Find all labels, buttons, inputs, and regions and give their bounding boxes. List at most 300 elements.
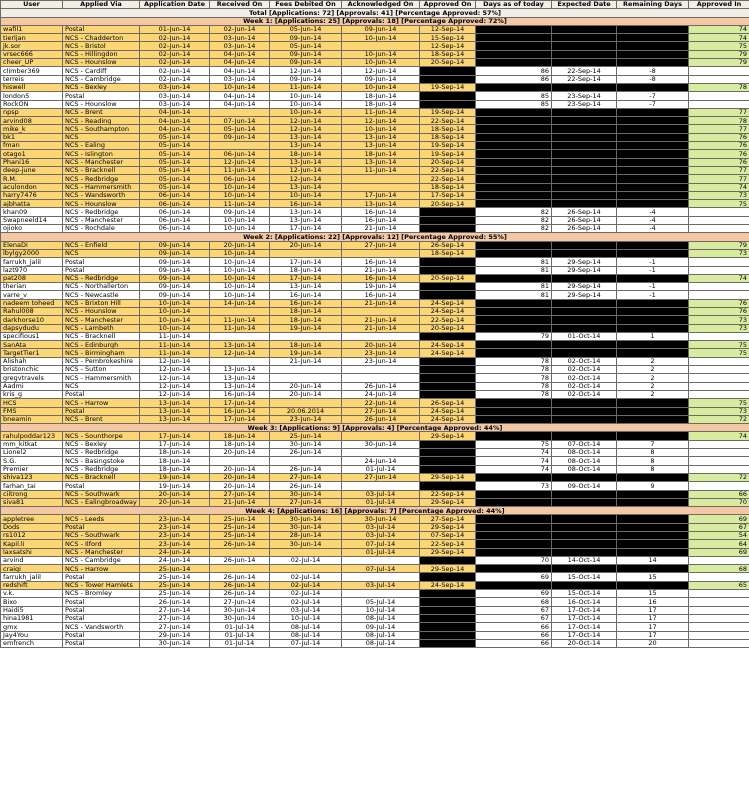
cell-application-date[interactable]: 06-Jun-14 <box>140 191 210 199</box>
cell-remaining-days[interactable]: 17 <box>617 631 689 639</box>
cell-applied-via[interactable]: Postal <box>63 258 140 266</box>
cell-expected-date[interactable] <box>552 548 617 556</box>
cell-acknowledged-on[interactable]: 11-Jun-14 <box>342 166 420 174</box>
cell-received-on[interactable]: 11-Jun-14 <box>210 200 270 208</box>
col-header-application-date[interactable]: Application Date <box>140 1 210 9</box>
cell-application-date[interactable]: 05-Jun-14 <box>140 158 210 166</box>
cell-acknowledged-on[interactable]: 10-Jun-14 <box>342 125 420 133</box>
cell-approved-in[interactable]: 64 <box>689 540 749 548</box>
cell-acknowledged-on[interactable]: 21-Jun-14 <box>342 299 420 307</box>
cell-remaining-days[interactable] <box>617 241 689 249</box>
cell-approved-in[interactable]: 54 <box>689 532 749 540</box>
col-header-days-as-of-today[interactable]: Days as of today <box>476 1 552 9</box>
cell-fees-debited-on[interactable]: 18-Jun-14 <box>270 307 342 315</box>
cell-applied-via[interactable]: Postal <box>63 407 140 415</box>
table-row[interactable] <box>1 390 749 398</box>
cell-user[interactable]: gmx <box>1 623 63 631</box>
cell-acknowledged-on[interactable] <box>342 482 420 490</box>
cell-acknowledged-on[interactable]: 21-Jun-14 <box>342 225 420 233</box>
cell-applied-via[interactable]: NCS - Hounslow <box>63 100 140 108</box>
cell-expected-date[interactable] <box>552 133 617 141</box>
cell-fees-debited-on[interactable]: 08-Jul-14 <box>270 623 342 631</box>
cell-user[interactable]: npsp <box>1 108 63 116</box>
cell-application-date[interactable]: 25-Jun-14 <box>140 590 210 598</box>
cell-expected-date[interactable] <box>552 399 617 407</box>
cell-approved-in[interactable] <box>689 366 749 374</box>
cell-approved-on[interactable] <box>420 614 476 622</box>
cell-approved-on[interactable] <box>420 100 476 108</box>
cell-fees-debited-on[interactable]: 10-Jun-14 <box>270 108 342 116</box>
cell-applied-via[interactable]: NCS - Hammersmith <box>63 183 140 191</box>
cell-remaining-days[interactable]: 15 <box>617 590 689 598</box>
cell-remaining-days[interactable]: 20 <box>617 639 689 647</box>
cell-user[interactable]: bneamin <box>1 415 63 423</box>
cell-received-on[interactable]: 02-Jun-14 <box>210 25 270 33</box>
cell-approved-in[interactable]: 73 <box>689 407 749 415</box>
cell-days-as-of-today[interactable] <box>476 249 552 257</box>
cell-received-on[interactable] <box>210 307 270 315</box>
cell-user[interactable]: therian <box>1 283 63 291</box>
cell-remaining-days[interactable] <box>617 191 689 199</box>
cell-application-date[interactable]: 05-Jun-14 <box>140 175 210 183</box>
table-row[interactable] <box>1 200 749 208</box>
cell-received-on[interactable]: 01-Jul-14 <box>210 631 270 639</box>
cell-expected-date[interactable]: 26-Sep-14 <box>552 216 617 224</box>
cell-applied-via[interactable]: NCS - Southampton <box>63 125 140 133</box>
cell-acknowledged-on[interactable]: 03-Jul-14 <box>342 532 420 540</box>
cell-approved-on[interactable]: 19-Sep-14 <box>420 83 476 91</box>
table-row[interactable] <box>1 532 749 540</box>
cell-expected-date[interactable]: 17-Oct-14 <box>552 606 617 614</box>
cell-application-date[interactable]: 10-Jun-14 <box>140 299 210 307</box>
cell-application-date[interactable]: 27-Jun-14 <box>140 606 210 614</box>
cell-application-date[interactable]: 12-Jun-14 <box>140 382 210 390</box>
cell-remaining-days[interactable]: 8 <box>617 457 689 465</box>
cell-approved-on[interactable]: 07-Sep-14 <box>420 532 476 540</box>
cell-received-on[interactable]: 26-Jun-14 <box>210 581 270 589</box>
cell-fees-debited-on[interactable]: 13-Jun-14 <box>270 142 342 150</box>
cell-applied-via[interactable]: NCS - Islington <box>63 150 140 158</box>
cell-approved-on[interactable] <box>420 556 476 564</box>
table-row[interactable] <box>1 249 749 257</box>
cell-days-as-of-today[interactable] <box>476 133 552 141</box>
cell-acknowledged-on[interactable]: 22-Jun-14 <box>342 399 420 407</box>
cell-fees-debited-on[interactable]: 10-Jul-14 <box>270 614 342 622</box>
cell-received-on[interactable]: 10-Jun-14 <box>210 249 270 257</box>
cell-expected-date[interactable] <box>552 34 617 42</box>
cell-fees-debited-on[interactable]: 10-Jun-14 <box>270 100 342 108</box>
cell-remaining-days[interactable]: -4 <box>617 225 689 233</box>
cell-days-as-of-today[interactable] <box>476 25 552 33</box>
cell-acknowledged-on[interactable] <box>342 374 420 382</box>
cell-user[interactable]: Rahul008 <box>1 307 63 315</box>
cell-application-date[interactable]: 05-Jun-14 <box>140 166 210 174</box>
cell-remaining-days[interactable] <box>617 415 689 423</box>
cell-application-date[interactable]: 02-Jun-14 <box>140 42 210 50</box>
cell-expected-date[interactable] <box>552 432 617 440</box>
cell-applied-via[interactable]: NCS - Hillingdon <box>63 50 140 58</box>
cell-fees-debited-on[interactable]: 19-Jun-14 <box>270 324 342 332</box>
week-summary[interactable]: Week 3: [Applications: 9] [Approvals: 4] [Percentage Approved: 44%] <box>1 424 749 432</box>
cell-application-date[interactable]: 27-Jun-14 <box>140 623 210 631</box>
cell-application-date[interactable]: 25-Jun-14 <box>140 565 210 573</box>
cell-application-date[interactable]: 25-Jun-14 <box>140 573 210 581</box>
cell-acknowledged-on[interactable] <box>342 366 420 374</box>
cell-approved-on[interactable]: 26-Sep-14 <box>420 241 476 249</box>
table-row[interactable] <box>1 59 749 67</box>
cell-approved-in[interactable]: 75 <box>689 341 749 349</box>
table-row[interactable] <box>1 216 749 224</box>
cell-received-on[interactable]: 26-Jun-14 <box>210 556 270 564</box>
cell-expected-date[interactable] <box>552 274 617 282</box>
table-row[interactable] <box>1 25 749 33</box>
cell-approved-on[interactable] <box>420 366 476 374</box>
cell-acknowledged-on[interactable]: 27-Jun-14 <box>342 407 420 415</box>
table-row[interactable] <box>1 606 749 614</box>
cell-approved-in[interactable] <box>689 482 749 490</box>
cell-application-date[interactable]: 04-Jun-14 <box>140 125 210 133</box>
cell-remaining-days[interactable] <box>617 324 689 332</box>
cell-applied-via[interactable]: NCS - Bromley <box>63 590 140 598</box>
cell-user[interactable]: emfrench <box>1 639 63 647</box>
cell-acknowledged-on[interactable] <box>342 573 420 581</box>
cell-remaining-days[interactable]: -7 <box>617 92 689 100</box>
cell-received-on[interactable]: 18-Jun-14 <box>210 440 270 448</box>
cell-fees-debited-on[interactable]: 10-Jun-14 <box>270 92 342 100</box>
cell-user[interactable]: SanAta <box>1 341 63 349</box>
cell-days-as-of-today[interactable]: 69 <box>476 573 552 581</box>
cell-approved-on[interactable] <box>420 482 476 490</box>
cell-fees-debited-on[interactable]: 18-Jun-14 <box>270 341 342 349</box>
cell-expected-date[interactable] <box>552 249 617 257</box>
cell-acknowledged-on[interactable]: 26-Jun-14 <box>342 382 420 390</box>
cell-acknowledged-on[interactable]: 13-Jun-14 <box>342 133 420 141</box>
cell-remaining-days[interactable] <box>617 307 689 315</box>
cell-applied-via[interactable]: Postal <box>63 92 140 100</box>
cell-applied-via[interactable]: NCS <box>63 133 140 141</box>
cell-acknowledged-on[interactable]: 16-Jun-14 <box>342 258 420 266</box>
cell-remaining-days[interactable] <box>617 142 689 150</box>
cell-fees-debited-on[interactable]: 26-Jun-14 <box>270 482 342 490</box>
cell-approved-in[interactable] <box>689 606 749 614</box>
cell-approved-on[interactable]: 18-Sep-14 <box>420 125 476 133</box>
cell-fees-debited-on[interactable]: 05-Jun-14 <box>270 42 342 50</box>
cell-application-date[interactable]: 11-Jun-14 <box>140 349 210 357</box>
cell-application-date[interactable]: 18-Jun-14 <box>140 465 210 473</box>
cell-approved-in[interactable]: 67 <box>689 523 749 531</box>
cell-fees-debited-on[interactable]: 18-Jun-14 <box>270 266 342 274</box>
cell-approved-on[interactable]: 22-Sep-14 <box>420 490 476 498</box>
cell-days-as-of-today[interactable] <box>476 523 552 531</box>
cell-approved-on[interactable] <box>420 590 476 598</box>
cell-expected-date[interactable]: 07-Oct-14 <box>552 440 617 448</box>
cell-remaining-days[interactable] <box>617 175 689 183</box>
cell-received-on[interactable]: 18-Jun-14 <box>210 432 270 440</box>
cell-acknowledged-on[interactable]: 03-Jul-14 <box>342 581 420 589</box>
cell-received-on[interactable]: 20-Jun-14 <box>210 241 270 249</box>
cell-fees-debited-on[interactable]: 30-Jun-14 <box>270 440 342 448</box>
cell-received-on[interactable]: 26-Jun-14 <box>210 540 270 548</box>
cell-expected-date[interactable]: 20-Oct-14 <box>552 639 617 647</box>
cell-remaining-days[interactable] <box>617 108 689 116</box>
table-row[interactable] <box>1 67 749 75</box>
cell-days-as-of-today[interactable] <box>476 473 552 481</box>
cell-remaining-days[interactable] <box>617 299 689 307</box>
cell-applied-via[interactable]: NCS - Newcastle <box>63 291 140 299</box>
table-row[interactable] <box>1 639 749 647</box>
cell-user[interactable]: arvind08 <box>1 117 63 125</box>
cell-approved-on[interactable] <box>420 75 476 83</box>
cell-acknowledged-on[interactable] <box>342 590 420 598</box>
cell-received-on[interactable]: 17-Jun-14 <box>210 399 270 407</box>
cell-fees-debited-on[interactable]: 03-Jul-14 <box>270 606 342 614</box>
cell-applied-via[interactable]: NCS - Manchester <box>63 158 140 166</box>
cell-fees-debited-on[interactable]: 09-Jun-14 <box>270 34 342 42</box>
cell-expected-date[interactable]: 17-Oct-14 <box>552 631 617 639</box>
cell-remaining-days[interactable]: 2 <box>617 374 689 382</box>
cell-remaining-days[interactable]: -7 <box>617 100 689 108</box>
cell-acknowledged-on[interactable]: 21-Jun-14 <box>342 324 420 332</box>
cell-acknowledged-on[interactable]: 24-Jun-14 <box>342 457 420 465</box>
cell-application-date[interactable]: 19-Jun-14 <box>140 473 210 481</box>
cell-user[interactable]: khan09 <box>1 208 63 216</box>
cell-user[interactable]: tierljan <box>1 34 63 42</box>
cell-applied-via[interactable]: NCS - Pembrokeshire <box>63 357 140 365</box>
cell-applied-via[interactable]: NCS - Southwark <box>63 490 140 498</box>
cell-expected-date[interactable]: 26-Sep-14 <box>552 225 617 233</box>
cell-approved-on[interactable] <box>420 216 476 224</box>
cell-remaining-days[interactable] <box>617 515 689 523</box>
cell-applied-via[interactable]: NCS - Bracknell <box>63 473 140 481</box>
cell-remaining-days[interactable]: 9 <box>617 482 689 490</box>
cell-received-on[interactable]: 10-Jun-14 <box>210 191 270 199</box>
cell-days-as-of-today[interactable] <box>476 324 552 332</box>
cell-approved-in[interactable]: 69 <box>689 548 749 556</box>
cell-user[interactable]: redshift <box>1 581 63 589</box>
cell-approved-in[interactable] <box>689 332 749 340</box>
cell-acknowledged-on[interactable] <box>342 42 420 50</box>
cell-user[interactable]: dapsydudu <box>1 324 63 332</box>
cell-days-as-of-today[interactable] <box>476 108 552 116</box>
cell-approved-on[interactable] <box>420 266 476 274</box>
cell-approved-on[interactable]: 19-Sep-14 <box>420 108 476 116</box>
cell-applied-via[interactable]: NCS - Redbridge <box>63 449 140 457</box>
cell-expected-date[interactable] <box>552 191 617 199</box>
cell-applied-via[interactable]: Postal <box>63 25 140 33</box>
cell-received-on[interactable]: 10-Jun-14 <box>210 274 270 282</box>
table-row[interactable] <box>1 631 749 639</box>
cell-approved-in[interactable] <box>689 216 749 224</box>
table-row[interactable] <box>1 349 749 357</box>
cell-expected-date[interactable] <box>552 515 617 523</box>
cell-fees-debited-on[interactable] <box>270 399 342 407</box>
table-row[interactable] <box>1 258 749 266</box>
cell-fees-debited-on[interactable] <box>270 374 342 382</box>
cell-user[interactable]: Jay4You <box>1 631 63 639</box>
cell-user[interactable]: Kapil.li <box>1 540 63 548</box>
cell-user[interactable]: otago1 <box>1 150 63 158</box>
cell-remaining-days[interactable] <box>617 249 689 257</box>
cell-approved-in[interactable] <box>689 208 749 216</box>
cell-approved-in[interactable]: 77 <box>689 175 749 183</box>
cell-days-as-of-today[interactable]: 78 <box>476 357 552 365</box>
cell-fees-debited-on[interactable]: 09-Jun-14 <box>270 50 342 58</box>
cell-fees-debited-on[interactable]: 27-Jun-14 <box>270 473 342 481</box>
cell-user[interactable]: nadeem toheed <box>1 299 63 307</box>
cell-fees-debited-on[interactable]: 30-Jun-14 <box>270 515 342 523</box>
cell-days-as-of-today[interactable] <box>476 241 552 249</box>
cell-applied-via[interactable]: NCS - Ealing <box>63 142 140 150</box>
cell-application-date[interactable]: 12-Jun-14 <box>140 366 210 374</box>
cell-approved-in[interactable]: 73 <box>689 324 749 332</box>
cell-applied-via[interactable]: NCS - Chadderton <box>63 34 140 42</box>
cell-approved-in[interactable]: 75 <box>689 349 749 357</box>
cell-approved-in[interactable] <box>689 225 749 233</box>
cell-fees-debited-on[interactable]: 05-Jun-14 <box>270 25 342 33</box>
cell-approved-in[interactable] <box>689 357 749 365</box>
cell-fees-debited-on[interactable]: 20-Jun-14 <box>270 241 342 249</box>
cell-approved-on[interactable] <box>420 291 476 299</box>
cell-days-as-of-today[interactable]: 78 <box>476 374 552 382</box>
table-row[interactable] <box>1 366 749 374</box>
cell-approved-in[interactable]: 75 <box>689 42 749 50</box>
table-row[interactable] <box>1 133 749 141</box>
cell-expected-date[interactable] <box>552 59 617 67</box>
cell-acknowledged-on[interactable]: 20-Jun-14 <box>342 341 420 349</box>
cell-approved-in[interactable]: 73 <box>689 316 749 324</box>
cell-approved-in[interactable]: 76 <box>689 158 749 166</box>
cell-approved-in[interactable]: 79 <box>689 59 749 67</box>
cell-remaining-days[interactable] <box>617 540 689 548</box>
cell-remaining-days[interactable] <box>617 532 689 540</box>
cell-approved-on[interactable]: 29-Sep-14 <box>420 565 476 573</box>
cell-days-as-of-today[interactable] <box>476 415 552 423</box>
cell-approved-on[interactable]: 18-Sep-14 <box>420 133 476 141</box>
cell-expected-date[interactable]: 08-Oct-14 <box>552 449 617 457</box>
col-header-user[interactable]: User <box>1 1 63 9</box>
cell-received-on[interactable]: 03-Jun-14 <box>210 75 270 83</box>
cell-user[interactable]: ElenaDi <box>1 241 63 249</box>
cell-applied-via[interactable]: NCS - Tower Hamlets <box>63 581 140 589</box>
cell-expected-date[interactable] <box>552 125 617 133</box>
cell-applied-via[interactable]: NCS - Hounslow <box>63 59 140 67</box>
cell-acknowledged-on[interactable]: 16-Jun-14 <box>342 216 420 224</box>
cell-approved-on[interactable] <box>420 67 476 75</box>
cell-fees-debited-on[interactable]: 30-Jun-14 <box>270 490 342 498</box>
table-row[interactable] <box>1 490 749 498</box>
cell-expected-date[interactable] <box>552 200 617 208</box>
cell-approved-on[interactable] <box>420 92 476 100</box>
cell-days-as-of-today[interactable] <box>476 191 552 199</box>
cell-applied-via[interactable]: NCS - Redbridge <box>63 208 140 216</box>
cell-applied-via[interactable]: Postal <box>63 523 140 531</box>
cell-applied-via[interactable]: NCS - Cardiff <box>63 67 140 75</box>
cell-remaining-days[interactable] <box>617 316 689 324</box>
cell-received-on[interactable]: 25-Jun-14 <box>210 515 270 523</box>
cell-fees-debited-on[interactable]: 17-Jun-14 <box>270 258 342 266</box>
cell-fees-debited-on[interactable]: 02-Jul-14 <box>270 581 342 589</box>
cell-received-on[interactable]: 20-Jun-14 <box>210 449 270 457</box>
cell-fees-debited-on[interactable]: 12-Jun-14 <box>270 117 342 125</box>
cell-remaining-days[interactable] <box>617 117 689 125</box>
cell-approved-on[interactable]: 24-Sep-14 <box>420 299 476 307</box>
cell-expected-date[interactable] <box>552 415 617 423</box>
table-row[interactable] <box>1 465 749 473</box>
cell-remaining-days[interactable]: -4 <box>617 216 689 224</box>
cell-received-on[interactable]: 01-Jul-14 <box>210 639 270 647</box>
cell-acknowledged-on[interactable]: 18-Jun-14 <box>342 100 420 108</box>
cell-user[interactable]: lbylgy2000 <box>1 249 63 257</box>
cell-application-date[interactable]: 23-Jun-14 <box>140 540 210 548</box>
cell-application-date[interactable]: 24-Jun-14 <box>140 556 210 564</box>
cell-remaining-days[interactable] <box>617 50 689 58</box>
cell-days-as-of-today[interactable] <box>476 565 552 573</box>
cell-approved-in[interactable]: 74 <box>689 183 749 191</box>
cell-approved-on[interactable] <box>420 225 476 233</box>
cell-application-date[interactable]: 23-Jun-14 <box>140 523 210 531</box>
cell-remaining-days[interactable]: 8 <box>617 449 689 457</box>
cell-user[interactable]: ojioko <box>1 225 63 233</box>
cell-remaining-days[interactable]: 2 <box>617 382 689 390</box>
cell-expected-date[interactable]: 02-Oct-14 <box>552 357 617 365</box>
cell-days-as-of-today[interactable] <box>476 158 552 166</box>
cell-approved-on[interactable] <box>420 258 476 266</box>
table-row[interactable] <box>1 266 749 274</box>
cell-applied-via[interactable]: NCS - Redbridge <box>63 274 140 282</box>
cell-days-as-of-today[interactable]: 86 <box>476 75 552 83</box>
table-row[interactable] <box>1 523 749 531</box>
cell-expected-date[interactable] <box>552 175 617 183</box>
cell-expected-date[interactable] <box>552 158 617 166</box>
cell-application-date[interactable]: 02-Jun-14 <box>140 50 210 58</box>
cell-expected-date[interactable] <box>552 473 617 481</box>
cell-fees-debited-on[interactable]: 12-Jun-14 <box>270 166 342 174</box>
table-row[interactable] <box>1 42 749 50</box>
cell-user[interactable]: fman <box>1 142 63 150</box>
cell-expected-date[interactable]: 29-Sep-14 <box>552 258 617 266</box>
cell-approved-in[interactable] <box>689 374 749 382</box>
cell-user[interactable]: bk1 <box>1 133 63 141</box>
table-row[interactable] <box>1 108 749 116</box>
cell-approved-in[interactable]: 79 <box>689 50 749 58</box>
cell-approved-in[interactable] <box>689 100 749 108</box>
table-row[interactable] <box>1 357 749 365</box>
cell-application-date[interactable]: 05-Jun-14 <box>140 183 210 191</box>
table-row[interactable] <box>1 565 749 573</box>
table-row[interactable] <box>1 183 749 191</box>
cell-application-date[interactable]: 26-Jun-14 <box>140 598 210 606</box>
cell-acknowledged-on[interactable]: 16-Jun-14 <box>342 208 420 216</box>
cell-days-as-of-today[interactable] <box>476 407 552 415</box>
cell-remaining-days[interactable] <box>617 399 689 407</box>
cell-approved-in[interactable]: 69 <box>689 515 749 523</box>
cell-received-on[interactable]: 10-Jun-14 <box>210 225 270 233</box>
cell-application-date[interactable]: 06-Jun-14 <box>140 225 210 233</box>
cell-application-date[interactable]: 09-Jun-14 <box>140 258 210 266</box>
cell-user[interactable]: TargetTier1 <box>1 349 63 357</box>
cell-approved-on[interactable]: 19-Sep-14 <box>420 150 476 158</box>
cell-application-date[interactable]: 02-Jun-14 <box>140 67 210 75</box>
cell-applied-via[interactable]: NCS - Brent <box>63 415 140 423</box>
cell-fees-debited-on[interactable]: 13-Jun-14 <box>270 216 342 224</box>
cell-fees-debited-on[interactable]: 17-Jun-14 <box>270 225 342 233</box>
cell-acknowledged-on[interactable] <box>342 183 420 191</box>
cell-approved-in[interactable] <box>689 283 749 291</box>
cell-approved-in[interactable]: 74 <box>689 274 749 282</box>
cell-approved-on[interactable] <box>420 283 476 291</box>
cell-remaining-days[interactable] <box>617 548 689 556</box>
cell-approved-on[interactable]: 24-Sep-14 <box>420 349 476 357</box>
